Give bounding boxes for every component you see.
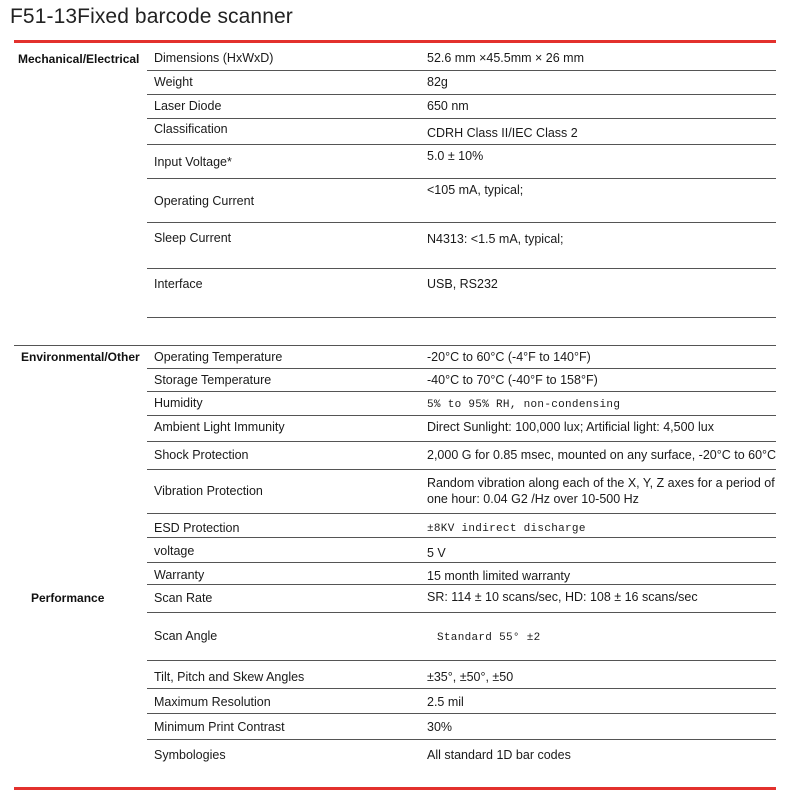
- spec-label: Symbologies: [154, 748, 226, 762]
- spec-value: N4313: <1.5 mA, typical;: [427, 232, 564, 246]
- row-divider: [147, 317, 776, 318]
- spec-label: Scan Angle: [154, 629, 218, 643]
- spec-label: Interface: [154, 277, 203, 291]
- section-title-environmental-other: Environmental/Other: [21, 350, 140, 364]
- spec-value: ±8KV indirect discharge: [427, 523, 586, 535]
- spec-label: Humidity: [154, 396, 203, 410]
- spec-value: 5% to 95% RH, non-condensing: [427, 399, 621, 411]
- spec-value: <105 mA, typical;: [427, 183, 524, 197]
- spec-value: CDRH Class II/IEC Class 2: [427, 126, 578, 140]
- spec-row-classification: [0, 119, 800, 145]
- section-title-performance: Performance: [31, 591, 105, 605]
- spec-row-shock-protection: [0, 442, 800, 470]
- spec-row-dimensions: [0, 47, 800, 71]
- spec-label: Input Voltage*: [154, 155, 232, 169]
- spec-label: ESD Protection: [154, 521, 240, 535]
- spec-row-laser-diode: [0, 95, 800, 119]
- spec-value: Random vibration along each of the X, Y, Z axes for a period of one hour: 0.04 G2 /Hz over 10-500 Hz: [427, 476, 775, 506]
- spec-value: 2,000 G for 0.85 msec, mounted on any surface, -20°C to 60°C: [427, 448, 777, 462]
- spec-row-symbologies: [0, 740, 800, 766]
- spec-row-max-resolution: [0, 689, 800, 714]
- spec-label: Vibration Protection: [154, 484, 263, 498]
- spec-value: ±35°, ±50°, ±50: [427, 670, 514, 684]
- spec-row-humidity: [0, 392, 800, 416]
- spec-label: Minimum Print Contrast: [154, 720, 285, 734]
- spec-label: Ambient Light Immunity: [154, 420, 285, 434]
- top-rule: [14, 40, 776, 43]
- spec-value: 30%: [427, 720, 453, 734]
- spec-row-scan-rate: [0, 585, 800, 613]
- spec-value: -20°C to 60°C (-4°F to 140°F): [427, 350, 591, 364]
- spec-row-vibration-protection: [0, 470, 800, 514]
- spec-row-esd-protection: [0, 514, 800, 538]
- spec-row-interface: [0, 269, 800, 346]
- spec-row-min-print-contrast: [0, 714, 800, 740]
- spec-row-voltage: [0, 538, 800, 563]
- spec-value: 2.5 mil: [427, 695, 464, 709]
- spec-value: 650 nm: [427, 99, 469, 113]
- spec-row-warranty: [0, 563, 800, 585]
- spec-table: [0, 47, 800, 766]
- document-title: F51-13Fixed barcode scanner: [10, 5, 293, 28]
- spec-label: Operating Current: [154, 194, 255, 208]
- spec-row-scan-angle: [0, 613, 800, 661]
- spec-value: 5 V: [427, 546, 446, 560]
- spec-label: voltage: [154, 544, 195, 558]
- spec-label: Shock Protection: [154, 448, 249, 462]
- spec-value: Direct Sunlight: 100,000 lux; Artificial light: 4,500 lux: [427, 420, 714, 434]
- spec-value: SR: 114 ± 10 scans/sec, HD: 108 ± 16 scans/sec: [427, 590, 698, 604]
- spec-row-weight: [0, 71, 800, 95]
- spec-row-sleep-current: [0, 223, 800, 269]
- spec-label: Operating Temperature: [154, 350, 283, 364]
- spec-label: Warranty: [154, 568, 205, 582]
- spec-value: 82g: [427, 75, 448, 89]
- spec-label: Dimensions (HxWxD): [154, 51, 274, 65]
- spec-row-operating-temperature: [0, 346, 800, 369]
- spec-value: 5.0 ± 10%: [427, 149, 484, 163]
- spec-value: 15 month limited warranty: [427, 569, 571, 583]
- spec-label: Classification: [154, 122, 228, 136]
- spec-value: All standard 1D bar codes: [427, 748, 571, 762]
- spec-label: Scan Rate: [154, 591, 213, 605]
- spec-value: Standard 55° ±2: [437, 632, 541, 644]
- spec-label: Storage Temperature: [154, 373, 272, 387]
- spec-row-tilt-pitch-skew: [0, 661, 800, 689]
- spec-label: Sleep Current: [154, 231, 232, 245]
- spec-row-storage-temperature: [0, 369, 800, 392]
- spec-label: Maximum Resolution: [154, 695, 271, 709]
- spec-row-operating-current: [0, 179, 800, 223]
- spec-label: Tilt, Pitch and Skew Angles: [154, 670, 305, 684]
- bottom-rule: [14, 787, 776, 790]
- spec-label: Weight: [154, 75, 193, 89]
- spec-label: Laser Diode: [154, 99, 222, 113]
- spec-row-input-voltage: [0, 145, 800, 179]
- spec-value: 52.6 mm ×45.5mm × 26 mm: [427, 51, 585, 65]
- spec-value: USB, RS232: [427, 277, 498, 291]
- spec-value: -40°C to 70°C (-40°F to 158°F): [427, 373, 598, 387]
- section-title-mechanical-electrical: Mechanical/Electrical: [18, 52, 140, 66]
- spec-row-ambient-light: [0, 416, 800, 442]
